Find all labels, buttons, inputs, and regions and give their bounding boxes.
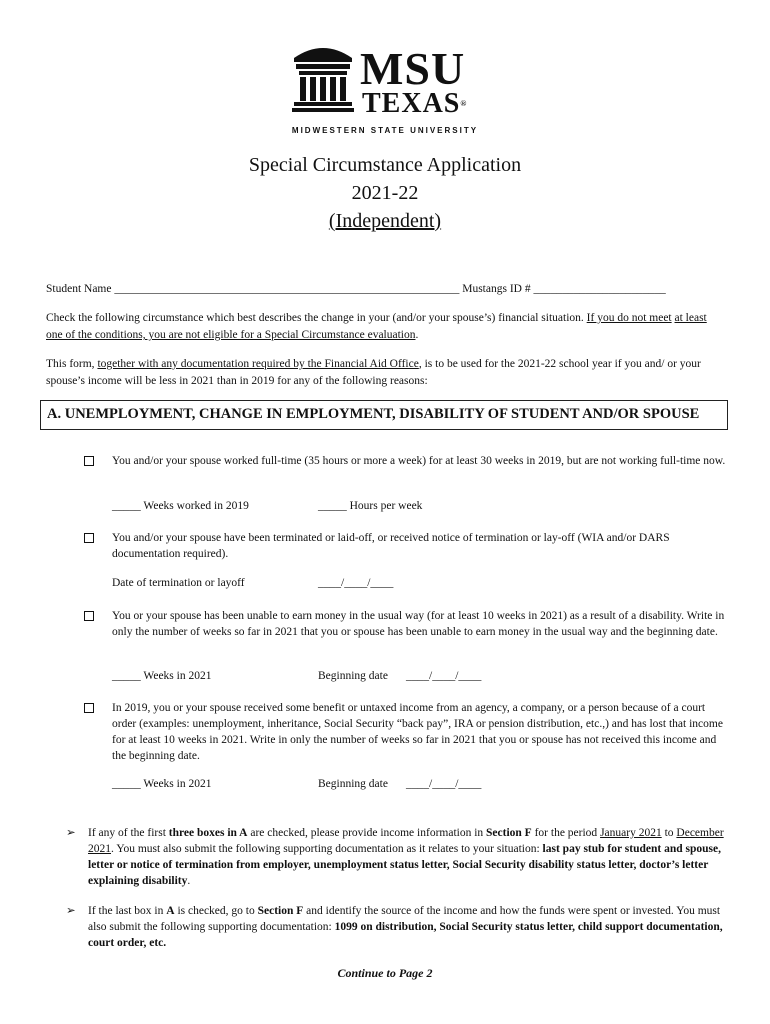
student-name-line[interactable]: Student Name ____________________________________________________________ Mustangs ID # _______________________ [46, 283, 666, 295]
weeks-no-income-field[interactable]: _____ Weeks in 2021 [112, 778, 212, 790]
page-year: 2021-22 [351, 182, 419, 204]
beginning-date-label: Beginning date [318, 670, 388, 682]
arrow-bullet-icon: ➢ [66, 827, 76, 839]
page-title: Special Circumstance Application [248, 154, 522, 176]
beginning-date-label: Beginning date [318, 778, 388, 790]
section-a-header: A. UNEMPLOYMENT, CHANGE IN EMPLOYMENT, DISABILITY OF STUDENT AND/OR SPOUSE [40, 400, 728, 430]
list-item: In 2019, you or your spouse received some benefit or untaxed income from an agency, a company, or a person because of a court order (examples: unemployment, inheritance, Social Security “back pay”, IRA or pension distribution, etc.,) and has lost that income for at least 10 weeks in 2021. Write in only the number of weeks so far in 2021 that you or spouse has not received this income and the beginning date. [84, 700, 726, 764]
checkbox-icon[interactable] [84, 456, 94, 466]
list-item: You and/or your spouse have been terminated or laid-off, or received notice of termination or lay-off (WIA and/or DARS documentation required). [84, 530, 726, 562]
logo-university-name: MIDWESTERN STATE UNIVERSITY [291, 126, 479, 135]
list-item: You or your spouse has been unable to earn money in the usual way (for at least 10 weeks in 2021) as a result of a disability. Write in only the number of weeks so far in 2021 that you or spouse has been unable to earn money in the usual way and the beginning date. [84, 608, 726, 640]
page-subtitle: (Independent) [328, 210, 442, 232]
msu-building-icon [290, 42, 356, 114]
hours-per-week-field[interactable]: _____ Hours per week [318, 500, 423, 512]
logo-msu: MSU [360, 43, 466, 94]
termination-date-field[interactable]: ____/____/____ [318, 577, 394, 589]
weeks-disabled-field[interactable]: _____ Weeks in 2021 [112, 670, 212, 682]
logo-texas: TEXAS® [362, 88, 468, 119]
checkbox-icon[interactable] [84, 703, 94, 713]
beginning-date-field[interactable]: ____/____/____ [406, 778, 482, 790]
continue-note: Continue to Page 2 [337, 966, 433, 980]
checkbox-icon[interactable] [84, 611, 94, 621]
check-intro: Check the following circumstance which best describes the change in your (and/or your spouse’s) financial situation. If you do not meet at least one of the conditions, you are not eligible for a Special Circumstance evaluation. [46, 312, 707, 341]
note-first-three-boxes: ➢ If any of the first three boxes in A are checked, please provide income information in Section F for the period January 2021 to December 2021. You must also submit the following supporting documentation as it relates to your situation: last pay stub for student and spouse, letter or notice of termination from employer, unemployment status letter, Social Security disability status letter, doctor’s letter explaining disability. [66, 827, 724, 887]
weeks-worked-field[interactable]: _____ Weeks worked in 2019 [112, 500, 249, 512]
form-intro: This form, together with any documentation required by the Financial Aid Office, is to be used for the 2021-22 school year if you and/ or your spouse’s income will be less in 2021 than in 2019 for any of the following reasons: [46, 358, 701, 387]
msu-texas-logo [290, 42, 480, 138]
termination-date-label: Date of termination or layoff [112, 577, 245, 589]
arrow-bullet-icon: ➢ [66, 905, 76, 917]
checkbox-icon[interactable] [84, 533, 94, 543]
beginning-date-field[interactable]: ____/____/____ [406, 670, 482, 682]
note-last-box: ➢ If the last box in A is checked, go to Section F and identify the source of the income and how the funds were spent or invested. You must also submit the following supporting documentation: 1099 on distribution, Social Security status letter, child support documentation, court order, etc. [66, 905, 723, 949]
list-item: You and/or your spouse worked full-time (35 hours or more a week) for at least 30 weeks in 2019, but are not working full-time now. [84, 453, 726, 469]
